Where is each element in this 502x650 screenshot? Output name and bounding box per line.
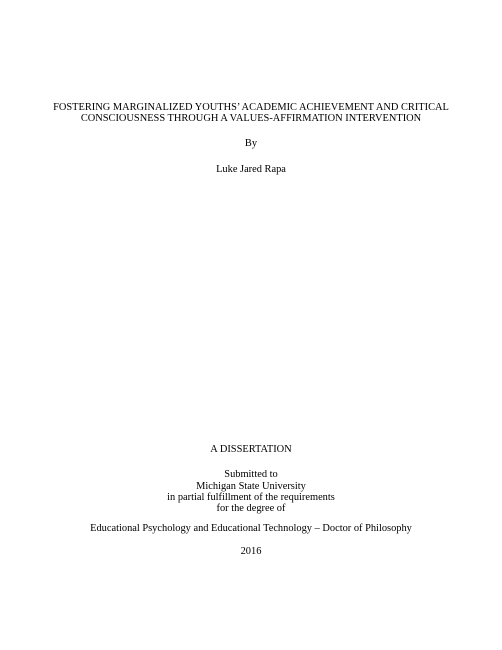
by-label: By <box>244 138 258 149</box>
degree-intro: for the degree of <box>216 503 286 514</box>
degree-name: Educational Psychology and Educational Technology – Doctor of Philosophy <box>90 523 412 534</box>
fulfillment-statement: in partial fulfillment of the requirements <box>167 492 335 503</box>
author-name: Luke Jared Rapa <box>216 164 286 175</box>
submitted-to: Submitted to <box>224 469 278 480</box>
document-type: A DISSERTATION <box>210 444 292 455</box>
year: 2016 <box>240 546 262 557</box>
title-line-1: FOSTERING MARGINALIZED YOUTHS’ ACADEMIC ACHIEVEMENT AND CRITICAL <box>53 102 449 113</box>
title-line-2: CONSCIOUSNESS THROUGH A VALUES-AFFIRMATION INTERVENTION <box>80 113 422 124</box>
university-name: Michigan State University <box>196 481 306 492</box>
